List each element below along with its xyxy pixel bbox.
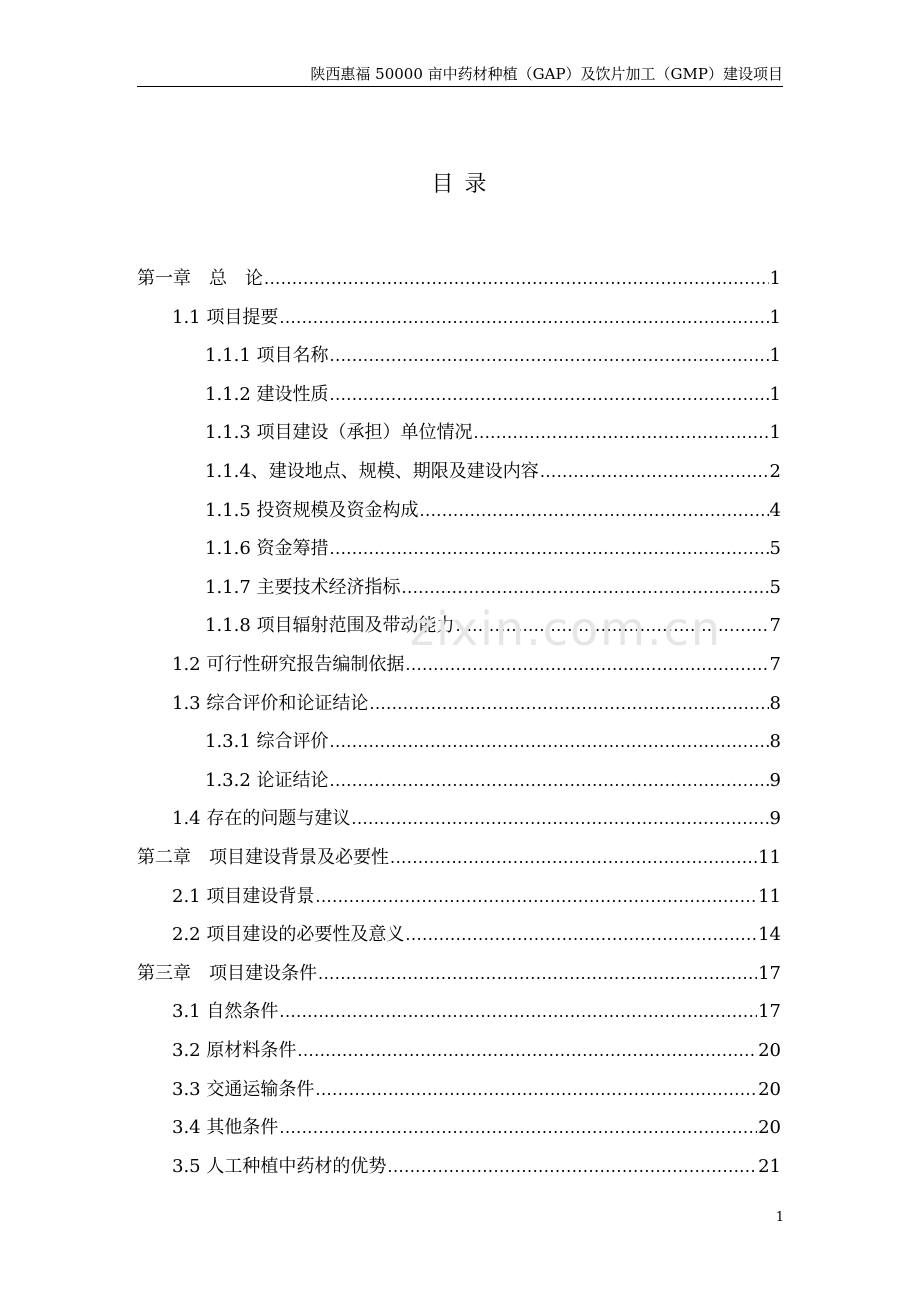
- toc-entry-page: 8: [769, 731, 781, 753]
- toc-entry-title: 1.1.5 投资规模及资金构成: [205, 499, 419, 521]
- toc-entry-page: 7: [769, 615, 781, 637]
- toc-entry-page: 20: [758, 1117, 781, 1139]
- toc-entry-title: 1.3.2 论证结论: [205, 769, 329, 791]
- toc-entry-page: 17: [758, 1001, 781, 1023]
- toc-entry[interactable]: [137, 260, 781, 298]
- toc-leader-dots: [405, 646, 768, 684]
- toc-leader-dots: [297, 1032, 757, 1070]
- toc-entry-title: 2.2 项目建设的必要性及意义: [172, 924, 405, 946]
- toc-leader-dots: [315, 1071, 757, 1109]
- toc-entry[interactable]: [137, 955, 781, 993]
- toc-entry-title: 1.1.6 资金筹措: [205, 538, 329, 560]
- toc-entry-title: 第三章 项目建设条件: [137, 962, 317, 984]
- toc-entry-page: 17: [758, 962, 781, 984]
- toc-entry[interactable]: [172, 1032, 781, 1070]
- toc-leader-dots: [474, 414, 769, 452]
- toc-entry-title: 1.1.8 项目辐射范围及带动能力: [205, 615, 455, 637]
- toc-leader-dots: [540, 453, 769, 491]
- toc-entry-page: 4: [769, 499, 781, 521]
- toc-entry-page: 1: [769, 306, 781, 328]
- toc-entry-page: 20: [758, 1078, 781, 1100]
- toc-entry-page: 9: [769, 769, 781, 791]
- toc-entry-title: 3.1 自然条件: [172, 1001, 279, 1023]
- toc-entry-title: 2.1 项目建设背景: [172, 885, 315, 907]
- toc-entry-title: 3.5 人工种植中药材的优势: [172, 1155, 387, 1177]
- watermark: zixin.com.cn: [410, 602, 723, 656]
- toc-entry-title: 1.1 项目提要: [172, 306, 279, 328]
- toc-leader-dots: [420, 492, 769, 530]
- toc-entry[interactable]: [205, 569, 781, 607]
- running-header-text: 陕西惠福 50000 亩中药材种植（GAP）及饮片加工（GMP）建设项目: [310, 65, 783, 83]
- toc-entry-title: 1.2 可行性研究报告编制依据: [172, 654, 405, 675]
- toc-entry[interactable]: [172, 299, 781, 337]
- toc-entry-page: 21: [758, 1155, 781, 1177]
- toc-entry[interactable]: [172, 993, 781, 1031]
- toc-entry-page: 5: [769, 538, 781, 560]
- toc-leader-dots: [402, 569, 769, 607]
- toc-entry[interactable]: [172, 646, 781, 684]
- toc-entry-page: 1: [769, 422, 781, 444]
- toc-leader-dots: [264, 260, 769, 298]
- toc-entry-title: 1.3 综合评价和论证结论: [172, 692, 369, 714]
- toc-entry-title: 3.4 其他条件: [172, 1117, 279, 1139]
- toc-entry-title: 1.3.1 综合评价: [205, 731, 329, 753]
- toc-entry-title: 1.1.3 项目建设（承担）单位情况: [205, 422, 473, 444]
- toc-entry-page: 14: [758, 924, 781, 946]
- toc-entry[interactable]: [205, 453, 781, 491]
- toc-entry[interactable]: [205, 762, 781, 800]
- toc-entry-page: 1: [769, 383, 781, 405]
- toc-entry-title: 1.1.7 主要技术经济指标: [205, 576, 401, 598]
- page-number: 1: [775, 1210, 784, 1225]
- running-header: [137, 64, 783, 87]
- toc-entry-page: 11: [758, 885, 781, 907]
- toc-entry[interactable]: [172, 916, 781, 954]
- toc-entry-title: 第一章 总 论: [137, 268, 263, 289]
- toc-entry-title: 1.1.1 项目名称: [205, 345, 329, 367]
- toc-entry-page: 2: [769, 461, 781, 482]
- toc-entry[interactable]: [205, 530, 781, 568]
- toc-entry-title: 1.4 存在的问题与建议: [172, 808, 351, 830]
- toc-entry-title: 第二章 项目建设背景及必要性: [137, 847, 389, 868]
- toc-entry-title: 1.1.4、建设地点、规模、期限及建设内容: [205, 461, 539, 482]
- toc-leader-dots: [279, 299, 768, 337]
- toc-entry-title: 3.3 交通运输条件: [172, 1078, 315, 1100]
- toc-entry[interactable]: [205, 723, 781, 761]
- toc-leader-dots: [279, 993, 757, 1031]
- toc-leader-dots: [330, 723, 769, 761]
- toc-entry[interactable]: [172, 1071, 781, 1109]
- toc-entry[interactable]: [172, 685, 781, 723]
- toc-leader-dots: [351, 800, 768, 838]
- toc-leader-dots: [387, 1148, 757, 1186]
- toc-entry-title: 3.2 原材料条件: [172, 1040, 297, 1061]
- toc-leader-dots: [330, 337, 769, 375]
- toc-entry-title: 1.1.2 建设性质: [205, 383, 329, 405]
- toc-entry[interactable]: [172, 1148, 781, 1186]
- toc-leader-dots: [330, 376, 769, 414]
- toc-entry-page: 1: [769, 345, 781, 367]
- toc-leader-dots: [279, 1109, 757, 1147]
- toc-leader-dots: [315, 878, 757, 916]
- toc-entry[interactable]: [172, 878, 781, 916]
- toc-leader-dots: [456, 607, 769, 645]
- toc-entry[interactable]: [137, 839, 781, 877]
- toc-entry-page: 20: [758, 1040, 781, 1061]
- toc-leader-dots: [330, 530, 769, 568]
- toc-entry-page: 9: [769, 808, 781, 830]
- toc-leader-dots: [390, 839, 757, 877]
- toc-entry-page: 1: [769, 268, 781, 289]
- toc-entry[interactable]: [205, 414, 781, 452]
- toc-leader-dots: [369, 685, 768, 723]
- toc-entry[interactable]: [205, 376, 781, 414]
- toc-entry[interactable]: [172, 1109, 781, 1147]
- toc-leader-dots: [330, 762, 769, 800]
- toc-entry-page: 5: [769, 576, 781, 598]
- toc-entry-page: 7: [769, 654, 781, 675]
- toc-entry[interactable]: [172, 800, 781, 838]
- toc-entry-page: 11: [758, 847, 781, 868]
- toc-leader-dots: [405, 916, 757, 954]
- toc-entry[interactable]: [205, 607, 781, 645]
- toc-entry[interactable]: [205, 492, 781, 530]
- toc-leader-dots: [318, 955, 757, 993]
- page-title: 目 录: [431, 172, 489, 197]
- toc-entry[interactable]: [205, 337, 781, 375]
- toc-entry-page: 8: [769, 692, 781, 714]
